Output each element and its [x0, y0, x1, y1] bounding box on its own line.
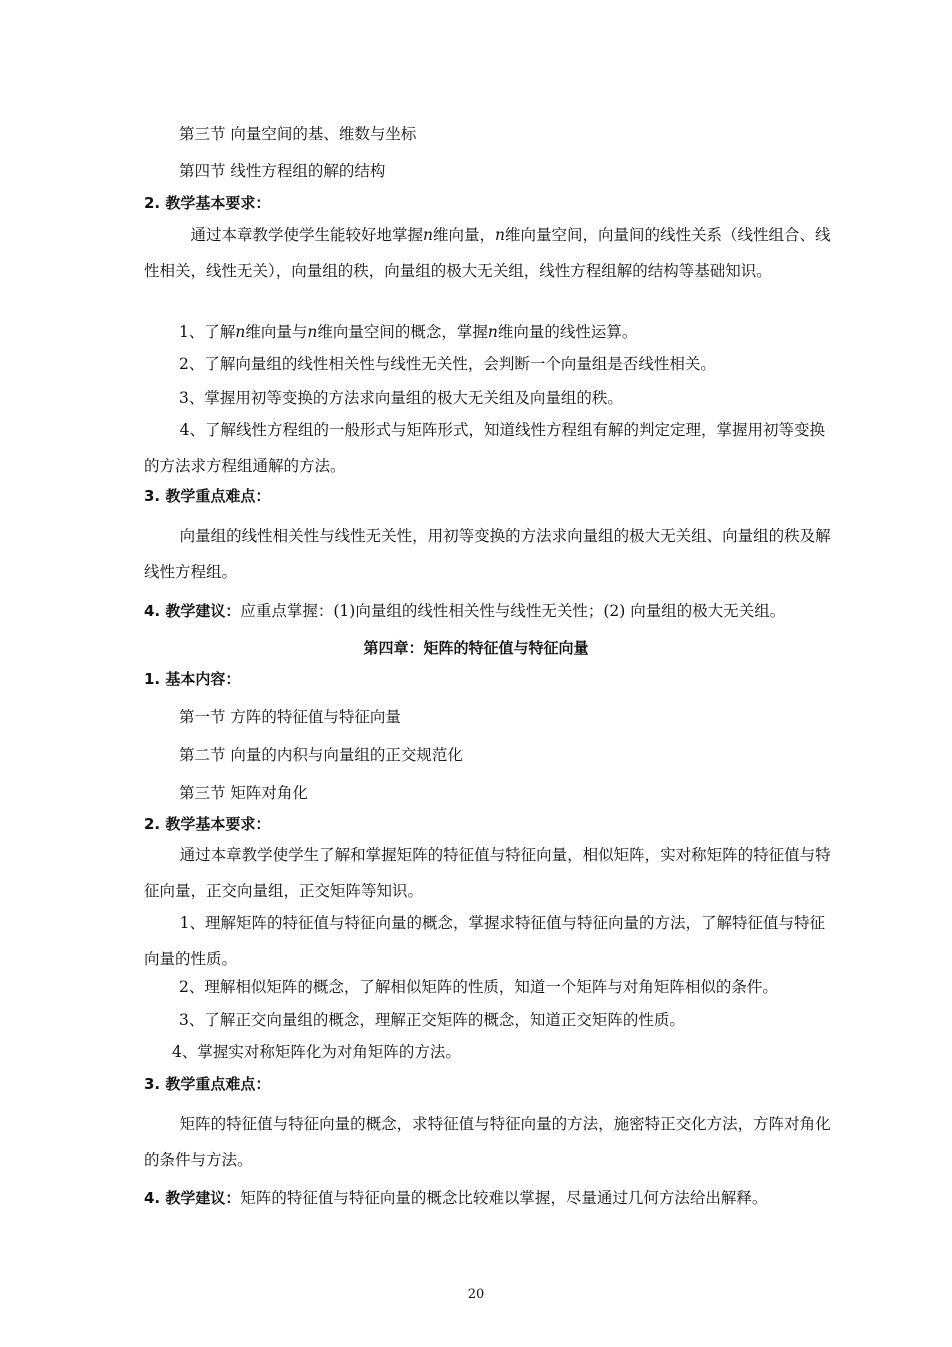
ch4-key-points-heading: 3. 教学重点难点： — [144, 1075, 271, 1093]
ch4-suggestion — [144, 1188, 767, 1208]
ch4-section-3: 第三节 矩阵对角化 — [179, 784, 308, 802]
ch3-requirement-1: 1、了解n维向量与n维向量空间的概念，掌握n维向量的线性运算。 — [179, 323, 638, 341]
ch4-requirement-3: 3、了解正交向量组的概念，理解正交矩阵的概念，知道正交矩阵的性质。 — [179, 1011, 685, 1029]
ch4-requirement-2: 2、理解相似矩阵的概念，了解相似矩阵的性质，知道一个矩阵与对角矩阵相似的条件。 — [179, 978, 778, 996]
ch4-requirement-4: 4、掌握实对称矩阵化为对角矩阵的方法。 — [172, 1043, 461, 1061]
ch3-key-points-heading: 3. 教学重点难点： — [144, 487, 271, 505]
ch3-requirements-intro: 通过本章教学使学生能较好地掌握n维向量，n维向量空间，向量间的线性关系（线性组合、线性相关，线性无关），向量组的秩，向量组的极大无关组，线性方程组解的结构等基础知识。 — [144, 226, 831, 280]
ch3-suggestion-heading: 4. 教学建议： — [144, 602, 241, 620]
ch4-requirements-intro: 通过本章教学使学生了解和掌握矩阵的特征值与特征向量，相似矩阵，实对称矩阵的特征值与特征向量，正交向量组，正交矩阵等知识。 — [144, 846, 831, 900]
ch4-key-points-text: 矩阵的特征值与特征向量的概念，求特征值与特征向量的方法，施密特正交化方法，方阵对角化的条件与方法。 — [144, 1115, 831, 1169]
page-number: 20 — [467, 1287, 485, 1302]
ch3-requirement-3: 3、掌握用初等变换的方法求向量组的极大无关组及向量组的秩。 — [179, 389, 623, 407]
ch4-requirement-1: 1、理解矩阵的特征值与特征向量的概念，掌握求特征值与特征向量的方法，了解特征值与特征向量的性质。 — [144, 914, 826, 968]
ch3-requirements-heading: 2. 教学基本要求： — [144, 194, 271, 212]
ch4-requirements-heading: 2. 教学基本要求： — [144, 815, 271, 833]
section-4-title: 第四节 线性方程组的解的结构 — [179, 162, 386, 180]
ch4-section-2: 第二节 向量的内积与向量组的正交规范化 — [179, 746, 463, 764]
ch3-requirement-4: 4、了解线性方程组的一般形式与矩阵形式，知道线性方程组有解的判定定理，掌握用初等变换的方法求方程组通解的方法。 — [144, 421, 826, 475]
ch3-requirement-2: 2、了解向量组的线性相关性与线性无关性，会判断一个向量组是否线性相关。 — [179, 355, 716, 373]
ch4-content-heading: 1. 基本内容： — [144, 670, 241, 688]
ch3-key-points-text: 向量组的线性相关性与线性无关性，用初等变换的方法求向量组的极大无关组、向量组的秩及解线性方程组。 — [144, 527, 831, 581]
section-3-title: 第三节 向量空间的基、维数与坐标 — [179, 125, 417, 143]
ch3-suggestion — [144, 601, 785, 621]
ch3-suggestion-text: 应重点掌握：(1)向量组的线性相关性与线性无关性；(2) 向量组的极大无关组。 — [240, 602, 786, 620]
ch4-suggestion-text: 矩阵的特征值与特征向量的概念比较难以掌握，尽量通过几何方法给出解释。 — [240, 1189, 768, 1207]
ch4-section-1: 第一节 方阵的特征值与特征向量 — [179, 708, 401, 726]
chapter-4-title: 第四章：矩阵的特征值与特征向量 — [363, 639, 589, 657]
ch4-suggestion-heading: 4. 教学建议： — [144, 1189, 241, 1207]
